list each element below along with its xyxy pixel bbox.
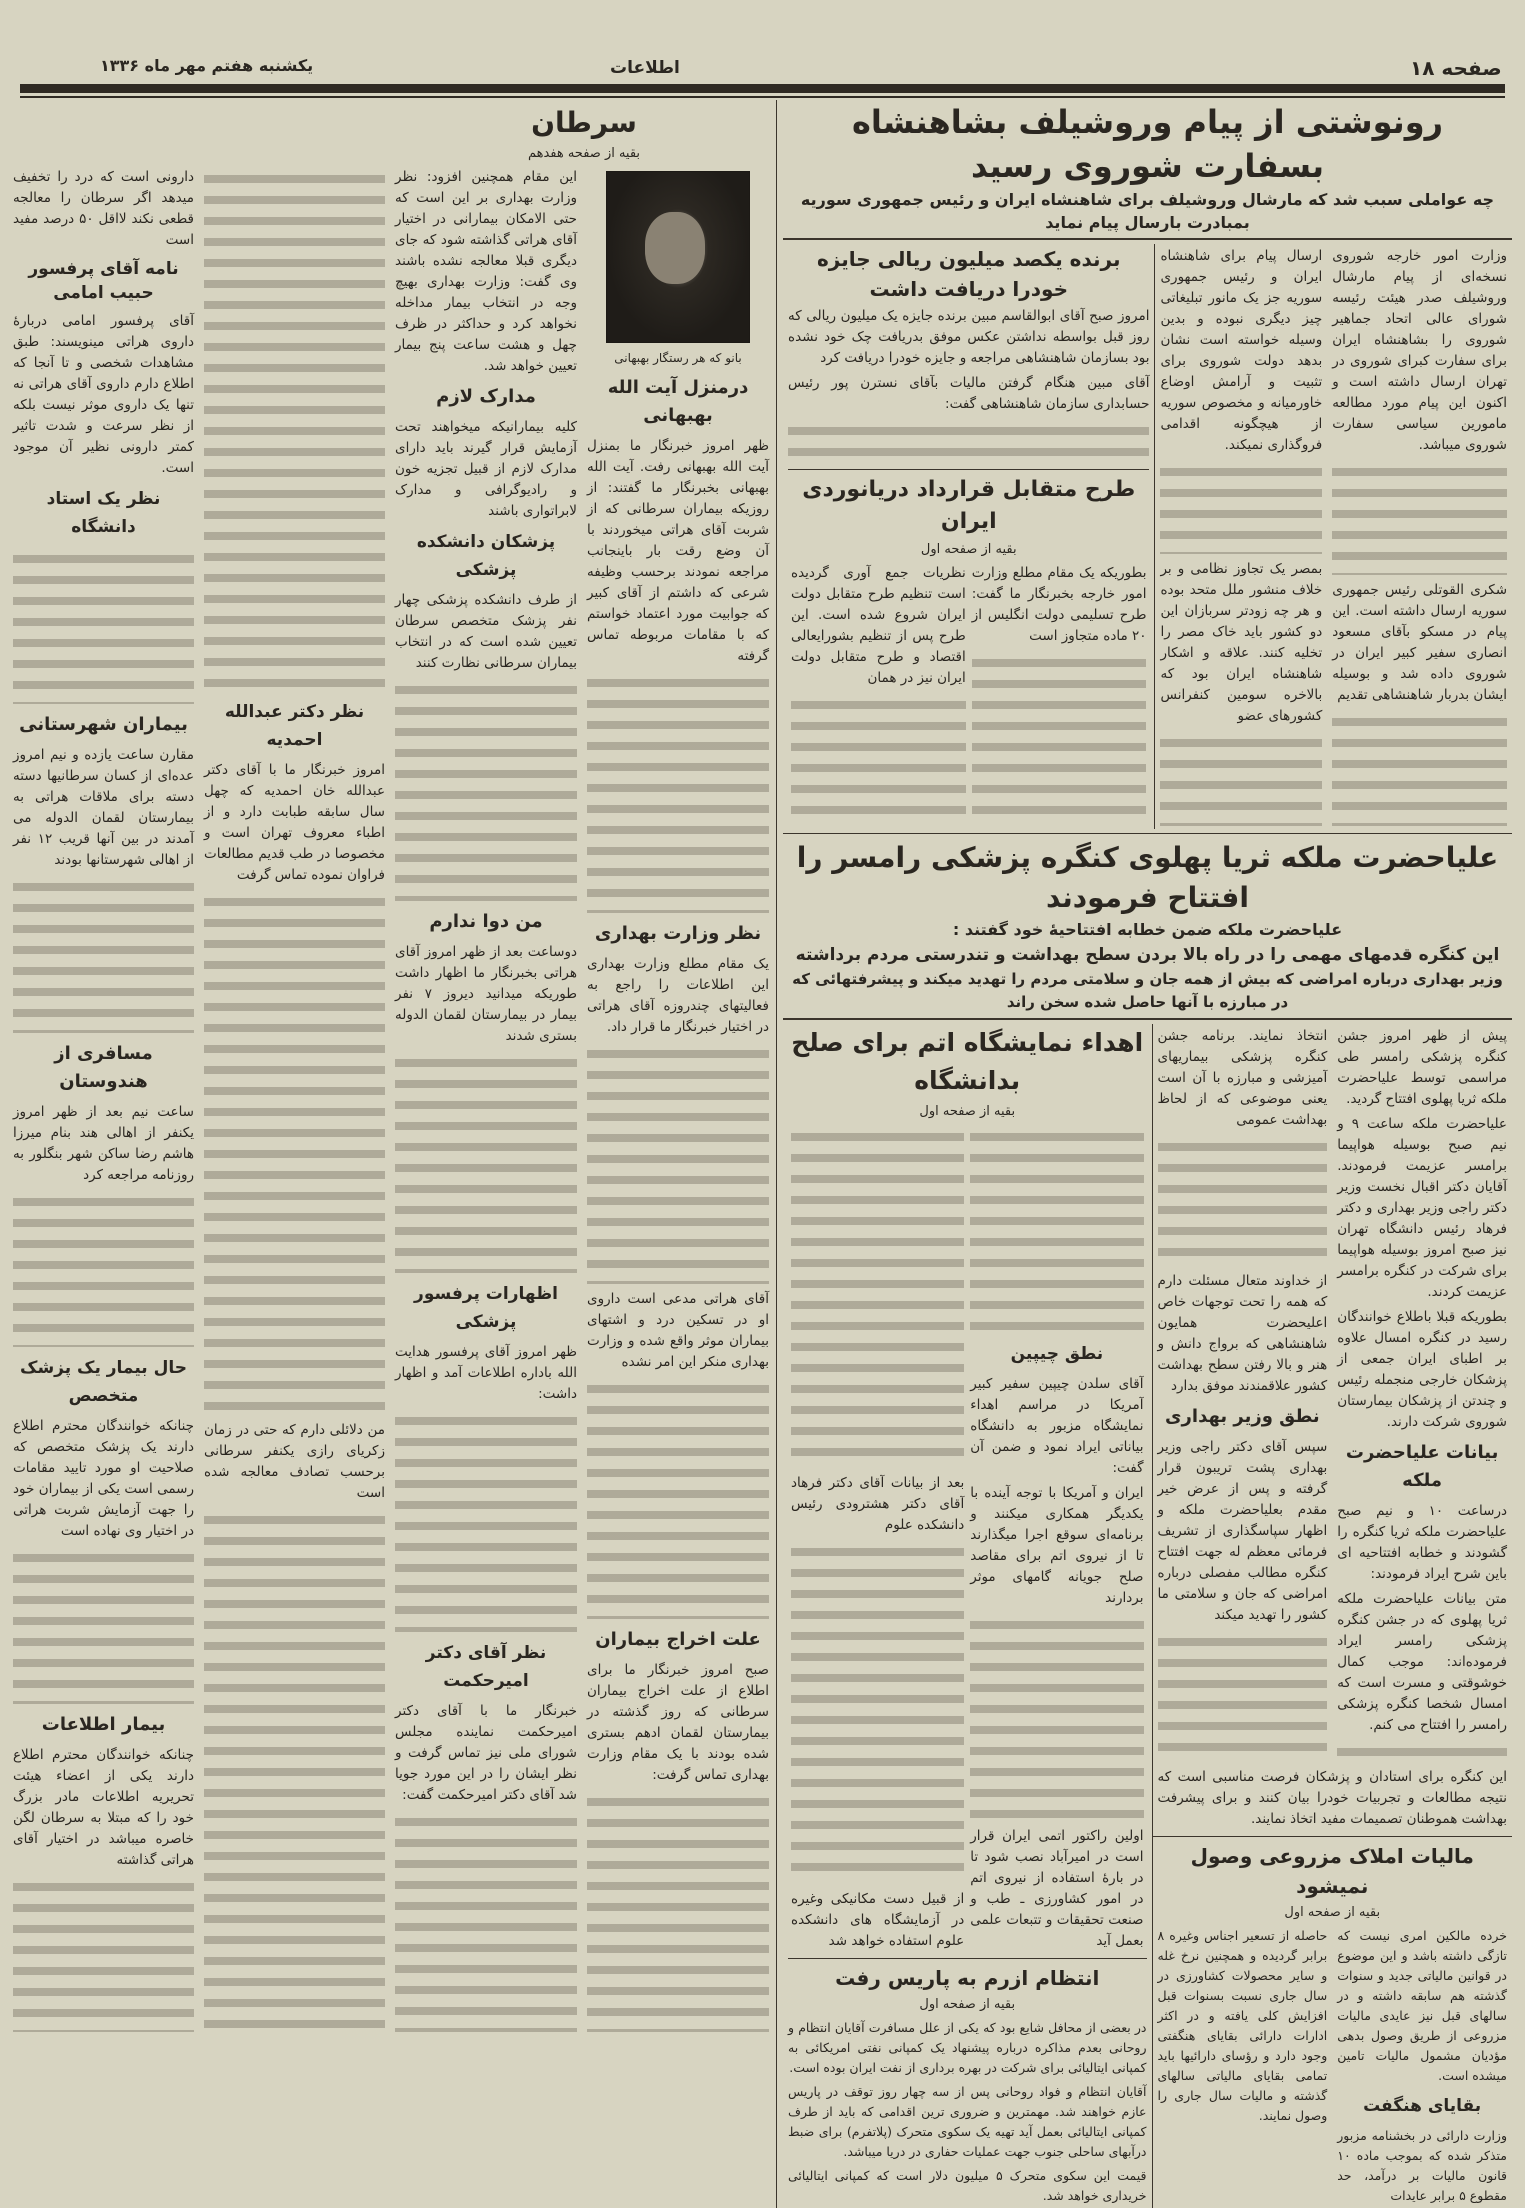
box-column (783, 244, 1155, 829)
congress-text-row (1153, 1024, 1513, 1765)
congress-paragraph: بطوریکه قبلا باطلاع خوانندگان رسید در کنگره امسال علاوه بر اطبای ایران جمعی از پزشکان خارجی منجمله رئیس و چندتن از پزشکان بیمارستان شوروی شرکت دارند. (1337, 1307, 1507, 1433)
photo-portrait (606, 171, 750, 343)
congress-subhead: در مبارزه با آنها حاصل شده سخن راند (783, 991, 1512, 1014)
text-lines (791, 694, 966, 826)
issue-date: یکشنبه هفتم مهر ماه ۱۳۳۶ (100, 56, 313, 75)
congress-subhead: این کنگره قدمهای مهمی را در راه بالا بردن سطح بهداشت و تندرستی مردم برداشته (783, 942, 1512, 968)
atom-box (783, 1024, 1153, 2208)
cancer-subhead: بیمار اطلاعات (13, 1711, 194, 1739)
newspaper-name: اطلاعات (610, 58, 680, 78)
cancer-subhead: مسافری از هندوستان (13, 1040, 194, 1096)
text-lines (1332, 711, 1507, 826)
voroshilov-paragraph: وزارت امور خارجه شوروی نسخه‌ای از پیام مارشال وروشیلف صدر هیئت رئیسه شورای عالی اتحاد جماهیر شوروی را بشاهنشاه ایران برای سفارت کبرای شوروی در تهران ارسال داشته است و اکنون این پیام مورد مطالعه مامورین سیاسی سفارت شوروی میباشد. (1332, 246, 1507, 456)
cancer-paragraph: آقای پرفسور امامی دربارهٔ داروی هراتی مینویسند: طبق مشاهدات شخصی و تا آنجا که اطلاع دارم داروی آقای هراتی نه تنها یک داروی موثر نیست بلکه از نظر سرعت و شدت تاثیر کمتر دارونی نظیر آن موجود است. (13, 311, 194, 479)
cancer-paragraph: مقارن ساعت یازده و نیم امروز عده‌ای از کسان سرطانیها دسته دسته برای ملاقات هراتی به بیمارستان لقمان الدوله می آمدند در بین آنها قریب ۱۲ نفر از اهالی شهرستانها بودند (13, 745, 194, 871)
congress-headline: علیاحضرت ملکه ثریا پهلوی کنگره پزشکی رامسر را افتتاح فرمودند (783, 838, 1512, 918)
text-lines (587, 672, 769, 913)
congress-paragraph: از خداوند متعال مسئلت دارم که همه را تحت توجهات خاص اعلیحضرت همایون شاهنشاهی که برواج دانش و هنر و بالا رفتن سطح بهداشت کشور علاقمندند موفق بدارد (1158, 1271, 1328, 1397)
tax-paragraph: خرده مالکین امری نیست که تازگی داشته باشد و این موضوع در قوانین مالیاتی جدید و سنوات گذشته هم سابقه داشته و در سالهای قبل نیز عایدی مالیات مزروعی از طریق وصول بدهی مؤدیان مشمول مالیات تامین میشده است. (1337, 1926, 1507, 2086)
voroshilov-paragraph: بمصر یک تجاوز نظامی و بر خلاف منشور ملل متحد بوده و هر چه زودتر سربازان این دو کشور باید خاک مصر را تخلیه کنند. علاقه و اشکار شاهنشاه ایران بود که بالاخره سومین کنفرانس کشورهای عضو (1160, 559, 1322, 727)
tax-paragraph: وزارت دارائی در بخشنامه مزبور متذکر شده که بموجب ماده ۱۰ قانون مالیات بر درآمد، حد مقطوع ۵ برابر عایدات (1337, 2126, 1507, 2206)
text-lines (395, 1410, 577, 1632)
text-lines (395, 1052, 577, 1274)
text-column (967, 1123, 1146, 1954)
cancer-subhead: نظر دکتر عبدالله احمدیه (204, 698, 385, 754)
congress-subhead: وزیر بهداری درباره امراضی که بیش از همه جان و سلامتی مردم را تهدید میکند و پیشرفتهائی که (783, 968, 1512, 991)
congress-row (783, 1024, 1512, 2208)
text-lines (1337, 1741, 1507, 1762)
text-lines (1160, 461, 1322, 555)
atom-paragraph: بعد از بیانات آقای دکتر فرهاد آقای دکتر هشترودی رئیس دانشکده علوم (791, 1473, 964, 1536)
atom-columns (788, 1123, 1147, 1954)
text-lines (970, 1614, 1143, 1821)
congress-paragraph: این کنگره برای استادان و پزشکان فرصت مناسبی است که نتیجه مطالعات و تجربیات خودرا بیان کنند و برای پیشرفت بهداشت هموطنان تصمیمات مفید اتخاذ نمایند. (1153, 1767, 1513, 1830)
entezam-paragraph: قیمت این سکوی متحرک ۵ میلیون دلار است که کمپانی ایتالیائی خریداری خواهد شد. (788, 2166, 1147, 2206)
entezam-paragraph: آقایان انتظام و فواد روحانی پس از سه چهار روز توقف در پاریس عازم خواهند شد. مهمترین و ضروری ترین اقدامی که باید از طرف کمپانی ایتالیائی بعمل آید تهیه یک سکوی متحرک (پلاتفرم) برای ضبط درآبهای ساحلی جنوب جهت عملیات حفاری در دریا میباشد. (788, 2082, 1147, 2162)
cancer-subhead: بیماران شهرستانی (13, 711, 194, 739)
cancer-paragraph: دوساعت بعد از ظهر امروز آقای هراتی بخبرنگار ما اظهار داشت طوریکه میدانید دیروز ۷ نفر بیمار در بیمارستان لقمان الدوله بستری شدند (395, 942, 577, 1047)
maritime-headline: طرح متقابل قرارداد دریانوردی ایران (788, 474, 1149, 538)
cancer-subhead: علت اخراج بیماران (587, 1626, 769, 1654)
text-column (1327, 244, 1512, 829)
voroshilov-row (783, 244, 1512, 829)
text-lines (587, 1791, 769, 2032)
masthead-rule (20, 84, 1505, 93)
masthead-rule-thin (20, 96, 1505, 98)
tax-paragraph: حاصله از تسعیر اجناس وغیره ۸ برابر گردیده و همچنین نرخ غله و سایر محصولات کشاورزی در سال جاری نسبت بسنوات قبل افزایش کلی یافته و در اکثر ادارات دارائی بقایای هنگفتی وجود دارد و رؤسای دارائیها باید تمامی بقایای مالیاتی سالهای گذشته و مالیات سال جاری را وصول نمایند. (1158, 1926, 1328, 2126)
text-lines (13, 1191, 194, 1347)
congress-paragraph: پیش از ظهر امروز جشن کنگره پزشکی رامسر طی مراسمی توسط علیاحضرت ملکه ثریا پهلوی افتتاح گردید. (1337, 1026, 1507, 1110)
text-column (199, 165, 390, 2035)
rule (1153, 1836, 1513, 1838)
text-column (1153, 1024, 1333, 1765)
rule (783, 238, 1512, 240)
text-column (788, 1123, 967, 1954)
congress-paragraph: انتخاذ نمایند. برنامه جشن کنگره پزشکی بیماریهای آمیزشی و مبارزه با آن است یعنی موضوعی که از لحاظ بهداشت عمومی (1158, 1026, 1328, 1131)
cancer-paragraph: آقای هراتی مدعی است داروی او در تسکین درد و اشتهای بیماران موثر واقع شده و وزارت بهداری منکر این امر نشده (587, 1289, 769, 1373)
portrait-face (645, 212, 705, 284)
text-lines (1158, 1136, 1328, 1267)
voroshilov-paragraph: ارسال پیام برای شاهنشاه ایران و رئیس جمهوری سوریه جز یک مانور تبلیغاتی چیز دیگری نبوده و بدین وسیله خواسته است نشان بدهد دولت شوروی برای تثبیت و آرامش اوضاع خاورمیانه و مخصوص سوریه از هیچگونه اقدامی فروگذاری نمیکند. (1160, 246, 1322, 456)
prize-paragraph: آقای مبین هنگام گرفتن مالیات بآقای نسترن پور رئیس حسابداری سازمان شاهنشاهی گفت: (788, 373, 1149, 415)
text-column (390, 165, 582, 2035)
cancer-columns (8, 165, 774, 2035)
congress-columns (1153, 1024, 1513, 2208)
text-column (1153, 1924, 1333, 2208)
text-lines (13, 1547, 194, 1703)
minister-speech-subhead: نطق وزیر بهداری (1158, 1403, 1328, 1431)
cancer-paragraph: از طرف دانشکده پزشکی چهار نفر پزشک متخصص سرطان تعیین شده است که در انتخاب بیماران سرطانی نظارت کنند (395, 590, 577, 674)
right-half (776, 100, 1512, 2208)
cancer-subhead: اظهارات پرفسور پزشکی (395, 1280, 577, 1336)
voroshilov-headline: رونوشتی از پیام وروشیلف بشاهنشاه بسفارت شوروی رسید (783, 100, 1512, 188)
prize-headline: برنده یکصد میلیون ریالی جایزه خودرا دریافت داشت (788, 244, 1149, 304)
text-lines (791, 1126, 964, 1469)
cancer-paragraph: خبرنگار ما با آقای دکتر امیرحکمت نماینده مجلس شورای ملی نیز تماس گرفت و نظر ایشان را در این مورد جویا شد آقای دکتر امیرحکمت گفت: (395, 1701, 577, 1806)
cancer-paragraph: ظهر امروز خبرنگار ما بمنزل آیت الله بهبهانی رفت. آیت الله بهبهانی بخبرنگار ما گفتند: از روزیکه بیماران سرطانی که از شربت آقای هراتی میخوردند با آن وضع رقت بار باینجانب مراجعه نمودند برحسب وظیفه شرعی که داشتم از آقای کبیر که جوابیت مورد اعتماد خواستم که با مقامات مربوطه تماس گرفته (587, 436, 769, 667)
text-column (582, 165, 774, 2035)
rule (788, 1958, 1147, 1960)
cancer-subhead: نظر وزارت بهداری (587, 920, 769, 948)
text-lines (791, 1541, 964, 1884)
atom-paragraph: از قبیل دست مکانیکی وغیره در آزمایشگاه های دانشکده علوم استفاده خواهد شد (791, 1889, 964, 1952)
congress-paragraph: علیاحضرت ملکه ساعت ۹ و نیم صبح بوسیله هواپیما برامسر عزیمت فرمودند. آقایان دکتر اقبال نخست وزیر دکتر راجی وزیر بهداری و دکتر فرهاد رئیس دانشگاه تهران نیز صبح امروز بوسیله هواپیما برای شرکت در کنگره برامسر عزیمت کردند. (1337, 1114, 1507, 1303)
cancer-subhead: من دوا ندارم (395, 908, 577, 936)
cancer-paragraph: ظهر امروز آقای پرفسور هدایت الله باداره اطلاعات آمد و اظهار داشت: (395, 1342, 577, 1405)
rule (783, 1018, 1512, 1020)
maritime-paragraph: نظریات جمع آوری گردیده است تنظیم طرح متقابل دولت ایران شروع شده است. این طرح پس از تنظیم بشورایعالی اقتصاد و طرح متقابل دولت ایران نیز در همان (791, 563, 966, 689)
congress-paragraph: سپس آقای دکتر راجی وزیر بهداری پشت تریبون قرار گرفته و پس از عرض خیر مقدم بعلیاحضرت ملکه و اظهار سپاسگذاری از تشریف فرمائی معظم له جهت افتتاح کنگره مطالب مفصلی درباره امراضی که جان و سلامتی ما کشور را تهدید میکند (1158, 1437, 1328, 1626)
rule (788, 469, 1149, 471)
voroshilov-subhead: چه عواملی سبب شد که مارشال وروشیلف برای شاهنشاه ایران و رئیس جمهوری سوریه بمبادرت بارسال پیام نماید (783, 188, 1512, 234)
text-lines (587, 1043, 769, 1284)
photo-caption: بانو که هر رستگار بهبهانی (587, 349, 769, 368)
congress-paragraph: درساعت ۱۰ و نیم صبح علیاحضرت ملکه ثریا کنگره را گشودند و خطابه افتتاحیه ای باین شرح ایراد فرمودند: (1337, 1501, 1507, 1585)
text-lines (587, 1378, 769, 1619)
cancer-paragraph: کلیه بیمارانیکه میخواهند تحت آزمایش قرار گیرند باید دارای مدارک لازم از قبیل تجزیه خون و رادیوگرافی و مدارک لابراتواری باشند (395, 417, 577, 522)
rule (783, 833, 1512, 835)
text-lines (395, 679, 577, 901)
voroshilov-paragraph: شکری القوتلی رئیس جمهوری سوریه ارسال داشته است. این پیام در مسکو بآقای مسعود انصاری سفیر کبیر ایران در شوروی داده شد و بوسیله ایشان بدربار شاهنشاهی تقدیم (1332, 580, 1507, 706)
cancer-section-title: سرطان (394, 104, 774, 142)
text-lines (13, 876, 194, 1032)
atom-paragraph: آقای سلدن چیپین سفیر کبیر آمریکا در مراسم اهداء نمایشگاه مزبور به دانشگاه بیاناتی ایراد نمود و ضمن آن گفت: (970, 1374, 1143, 1479)
arrears-subhead: بقایای هنگفت (1337, 2092, 1507, 2120)
text-lines (204, 1509, 385, 2032)
tax-columns (1153, 1924, 1513, 2208)
cancer-subhead: پزشکان دانشکده پزشکی (395, 528, 577, 584)
text-column (969, 561, 1150, 829)
cancer-paragraph: من دلائلی دارم که حتی در زمان زکریای رازی یکنفر سرطانی برحسب تصادف معالجه شده است (204, 1420, 385, 1504)
cancer-paragraph: چنانکه خوانندگان محترم اطلاع دارند یک پزشک متخصص که صلاحیت او مورد تایید مقامات رسمی است یکی از بیماران خود را جهت آزمایش شربت هراتی در اختیار وی نهاده است (13, 1416, 194, 1542)
page-number: صفحه ۱۸ (1410, 56, 1502, 80)
cancer-paragraph: امروز خبرنگار ما با آقای دکتر عبدالله خان احمدیه که چهل سال سابقه طبابت دارد و از اطباء معروف تهران است و مخصوصا در طب قدیم مطالعات فراوان نموده تماس گرفت (204, 760, 385, 886)
maritime-columns (788, 561, 1149, 829)
cancer-paragraph: دارونی است که درد را تخفیف میدهد اگر سرطان را معالجه قطعی نکند لااقل ۵۰ درصد مفید است (13, 167, 194, 251)
cancer-paragraph: ساعت نیم بعد از ظهر امروز یکنفر از اهالی هند بنام میرزا هاشم رضا ساکن شهر بنگلور به روزنامه مراجعه کرد (13, 1102, 194, 1186)
left-half (8, 104, 774, 2035)
text-lines (972, 652, 1147, 826)
cancer-paragraph: چنانکه خوانندگان محترم اطلاع دارند یکی از اعضاء هیئت تحریریه اطلاعات مادر بزرگ خود را که مبتلا به سرطان لگن خاصره میباشد در اختیار آقای هراتی گذاشته (13, 1745, 194, 1871)
prize-paragraph: امروز صبح آقای ابوالقاسم مبین برنده جایزه یک میلیون ریالی که روز قبل بواسطه نداشتن عکس موفق بدریافت چک خود نشده بود بسازمان شاهنشاهی مراجعه و جایزه خودرا دریافت کرد (788, 306, 1149, 369)
chapin-speech-subhead: نطق چیپین (970, 1340, 1143, 1368)
cancer-subhead: حال بیمار یک پزشک متخصص (13, 1354, 194, 1410)
continued-note: بقیه از صفحه هفدهم (394, 144, 774, 163)
maritime-paragraph: بطوریکه یک مقام مطلع وزارت امور خارجه بخبرنگار ما گفت: طرح تسلیمی دولت انگلیس از ۲۰ ماده متجاوز است (972, 563, 1147, 647)
cancer-paragraph: صبح امروز خبرنگار ما برای اطلاع از علت اخراج بیماران سرطانی که روز گذشته در بیمارستان لقمان ادهم بستری شده بودند با یک مقام وزارت بهداری تماس گرفت: (587, 1660, 769, 1786)
congress-subhead: علیاحضرت ملکه ضمن خطابه افتتاحیهٔ خود گفتند : (783, 918, 1512, 942)
text-lines (1160, 732, 1322, 826)
text-lines (13, 548, 194, 704)
cancer-paragraph: یک مقام مطلع وزارت بهداری این اطلاعات را راجع به فعالیتهای چندروزه آقای هراتی در اختیار خبرنگار ما قرار داد. (587, 954, 769, 1038)
atom-paragraph: ایران و آمریکا با توجه آینده با یکدیگر همکاری میکنند و برنامه‌ای سوقع اجرا میگذارند تا از نیروی اتم برای مقاصد صلح جویانه گامهای موثر بردارند (970, 1483, 1143, 1609)
cancer-subhead: نظر یک استاد دانشگاه (13, 485, 194, 541)
text-lines (1158, 1631, 1328, 1762)
cancer-subhead: نامه آقای پرفسور حبیب امامی (13, 257, 194, 305)
text-lines (788, 420, 1149, 462)
queen-speech-subhead: بیانات علیاحضرت ملکه (1337, 1439, 1507, 1495)
text-lines (204, 168, 385, 691)
atom-headline: اهداء نمایشگاه اتم برای صلح بدانشگاه (788, 1024, 1147, 1100)
text-column (1332, 1024, 1512, 1765)
congress-paragraph: متن بیانات علیاحضرت ملکه ثریا پهلوی که در جشن کنگره پزشکی رامسر ایراد فرموده‌اند: موجب کمال خوشوقتی و مسرت است که امسال شخصا کنگره پزشکی رامسر را افتتاح می کنم. (1337, 1589, 1507, 1736)
cancer-subhead: نظر آقای دکتر امیرحکمت (395, 1639, 577, 1695)
text-lines (13, 1876, 194, 2032)
text-column (788, 561, 969, 829)
text-lines (1332, 461, 1507, 576)
entezam-paragraph: در بعضی از محافل شایع بود که یکی از علل مسافرت آقایان انتظام و روحانی بعدم مذاکره درباره پیشنهاد یک کمپانی نفتی امریکائی به کمپانی ایتالیائی برای شرکت در بهره برداری از نفت ایران بوده است. (788, 2018, 1147, 2078)
continued-note: بقیه از صفحه اول (788, 1102, 1147, 1121)
continued-note: بقیه از صفحه اول (788, 1995, 1147, 2014)
text-column (1155, 244, 1327, 829)
entezam-headline: انتظام ازرم به پاریس رفت (788, 1963, 1147, 1993)
continued-note: بقیه از صفحه اول (788, 540, 1149, 559)
atom-paragraph: اولین راکتور اتمی ایران قرار است در امیرآباد نصب شود تا در بارهٔ استفاده از نیروی اتم در امور کشاورزی ـ طب و صنعت تحقیقات و تتبعات علمی بعمل آید (970, 1826, 1143, 1952)
cancer-subhead: مدارک لازم (395, 383, 577, 411)
text-column (8, 165, 199, 2035)
text-column (1332, 1924, 1512, 2208)
text-lines (970, 1126, 1143, 1333)
tax-headline: مالیات املاک مزروعی وصول نمیشود (1153, 1841, 1513, 1901)
text-lines (395, 1811, 577, 2033)
cancer-paragraph: این مقام همچنین افزود: نظر وزارت بهداری بر این است که حتی الامکان بیمارانی در اختیار آقای هراتی گذاشته شود که جای دیگری قبلا معالجه نشده باشند وی گفت: وزارت بهداری بهیچ وجه در انتخاب بیمار مداخله نخواهد کرد و حداکثر در ظرف چهل و هشت ساعت پنج بیمار تعیین خواهد شد. (395, 167, 577, 377)
cancer-subhead: درمنزل آیت الله بهبهانی (587, 374, 769, 430)
text-lines (204, 891, 385, 1414)
continued-note: بقیه از صفحه اول (1153, 1903, 1513, 1922)
